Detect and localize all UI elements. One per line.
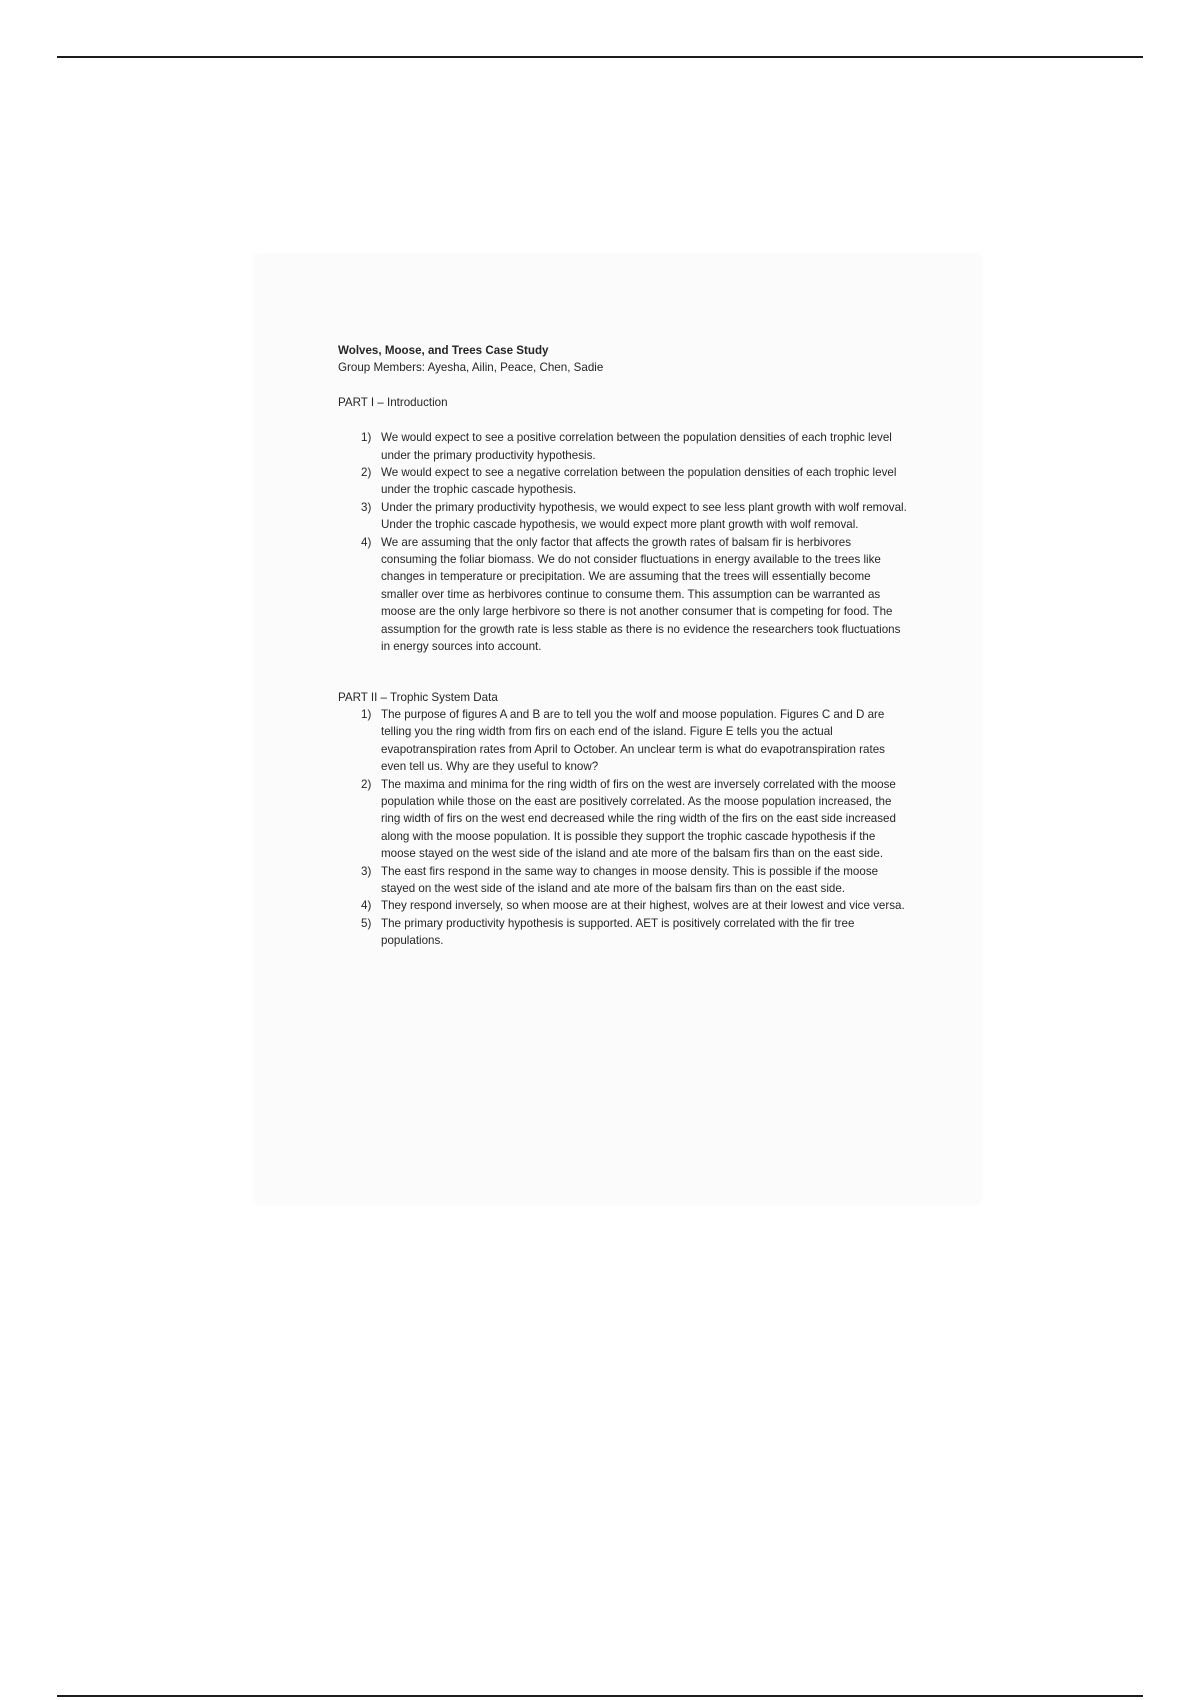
item-number: 5) bbox=[361, 916, 372, 930]
document-title: Wolves, Moose, and Trees Case Study bbox=[338, 344, 549, 357]
item-text: The primary productivity hypothesis is supported. AET is positively correlated with the fir tree populations. bbox=[381, 916, 855, 948]
top-rule bbox=[57, 56, 1143, 58]
list-item bbox=[361, 499, 908, 534]
document-body bbox=[338, 342, 908, 950]
item-text: The purpose of figures A and B are to tell you the wolf and moose population. Figures C and D are telling you the ring width from firs on each end of the island. Figure E tells you the actual evapotranspiration rates from April to October. An unclear term is what do evapotranspiration rates even tell us. Why are they useful to know? bbox=[381, 707, 885, 774]
item-number: 4) bbox=[361, 899, 372, 913]
item-number: 1) bbox=[361, 431, 372, 445]
item-text: We would expect to see a positive correlation between the population densities of each trophic level under the primary productivity hypothesis. bbox=[381, 431, 892, 462]
item-text: Under the primary productivity hypothesis, we would expect to see less plant growth with wolf removal. Under the trophic cascade hypothesis, we would expect more plant growth with wolf removal. bbox=[381, 500, 907, 532]
list-item bbox=[361, 429, 908, 464]
item-number: 3) bbox=[361, 500, 372, 514]
item-number: 3) bbox=[361, 864, 372, 878]
item-text: We are assuming that the only factor that affects the growth rates of balsam fir is herbivores consuming the foliar biomass. We do not consider fluctuations in energy available to the trees like changes in temperature or precipitation. We are assuming that the trees will essentially become smaller over time as herbivores continue to consume them. This assumption can be warranted as moose are the only large herbivore so there is not another consumer that is competing for food. The assumption for the growth rate is less stable as there is no evidence the researchers took fluctuations in energy sources into account. bbox=[381, 535, 901, 654]
bottom-rule bbox=[57, 1695, 1143, 1697]
answer-list-part-2 bbox=[338, 706, 908, 950]
item-number: 2) bbox=[361, 777, 372, 791]
list-item bbox=[361, 915, 908, 950]
answer-list-part-1 bbox=[338, 429, 908, 655]
item-number: 4) bbox=[361, 535, 372, 549]
item-number: 1) bbox=[361, 707, 372, 721]
item-text: We would expect to see a negative correlation between the population densities of each trophic level under the trophic cascade hypothesis. bbox=[381, 466, 897, 497]
section-heading-part-1: PART I – Introduction bbox=[338, 395, 448, 409]
group-members: Group Members: Ayesha, Ailin, Peace, Chen, Sadie bbox=[338, 361, 604, 375]
list-item bbox=[361, 534, 908, 656]
item-text: They respond inversely, so when moose are at their highest, wolves are at their lowest and vice versa. bbox=[381, 899, 905, 913]
item-text: The maxima and minima for the ring width of firs on the west are inversely correlated with the moose population while those on the east are positively correlated. As the moose population increased, the ring width of firs on the west end decreased while the ring width of the firs on the east side increased along with the moose population. It is possible they support the trophic cascade hypothesis if the moose stayed on the west side of the island and ate more of the balsam firs than on the east side. bbox=[381, 777, 896, 861]
list-item bbox=[361, 863, 908, 898]
list-item bbox=[361, 706, 908, 776]
item-text: The east firs respond in the same way to changes in moose density. This is possible if the moose stayed on the west side of the island and ate more of the balsam firs than on the east side. bbox=[381, 864, 879, 895]
item-number: 2) bbox=[361, 466, 372, 480]
list-item bbox=[361, 464, 908, 499]
section-heading-part-2: PART II – Trophic System Data bbox=[338, 690, 498, 704]
list-item bbox=[361, 776, 908, 863]
list-item bbox=[361, 897, 908, 914]
